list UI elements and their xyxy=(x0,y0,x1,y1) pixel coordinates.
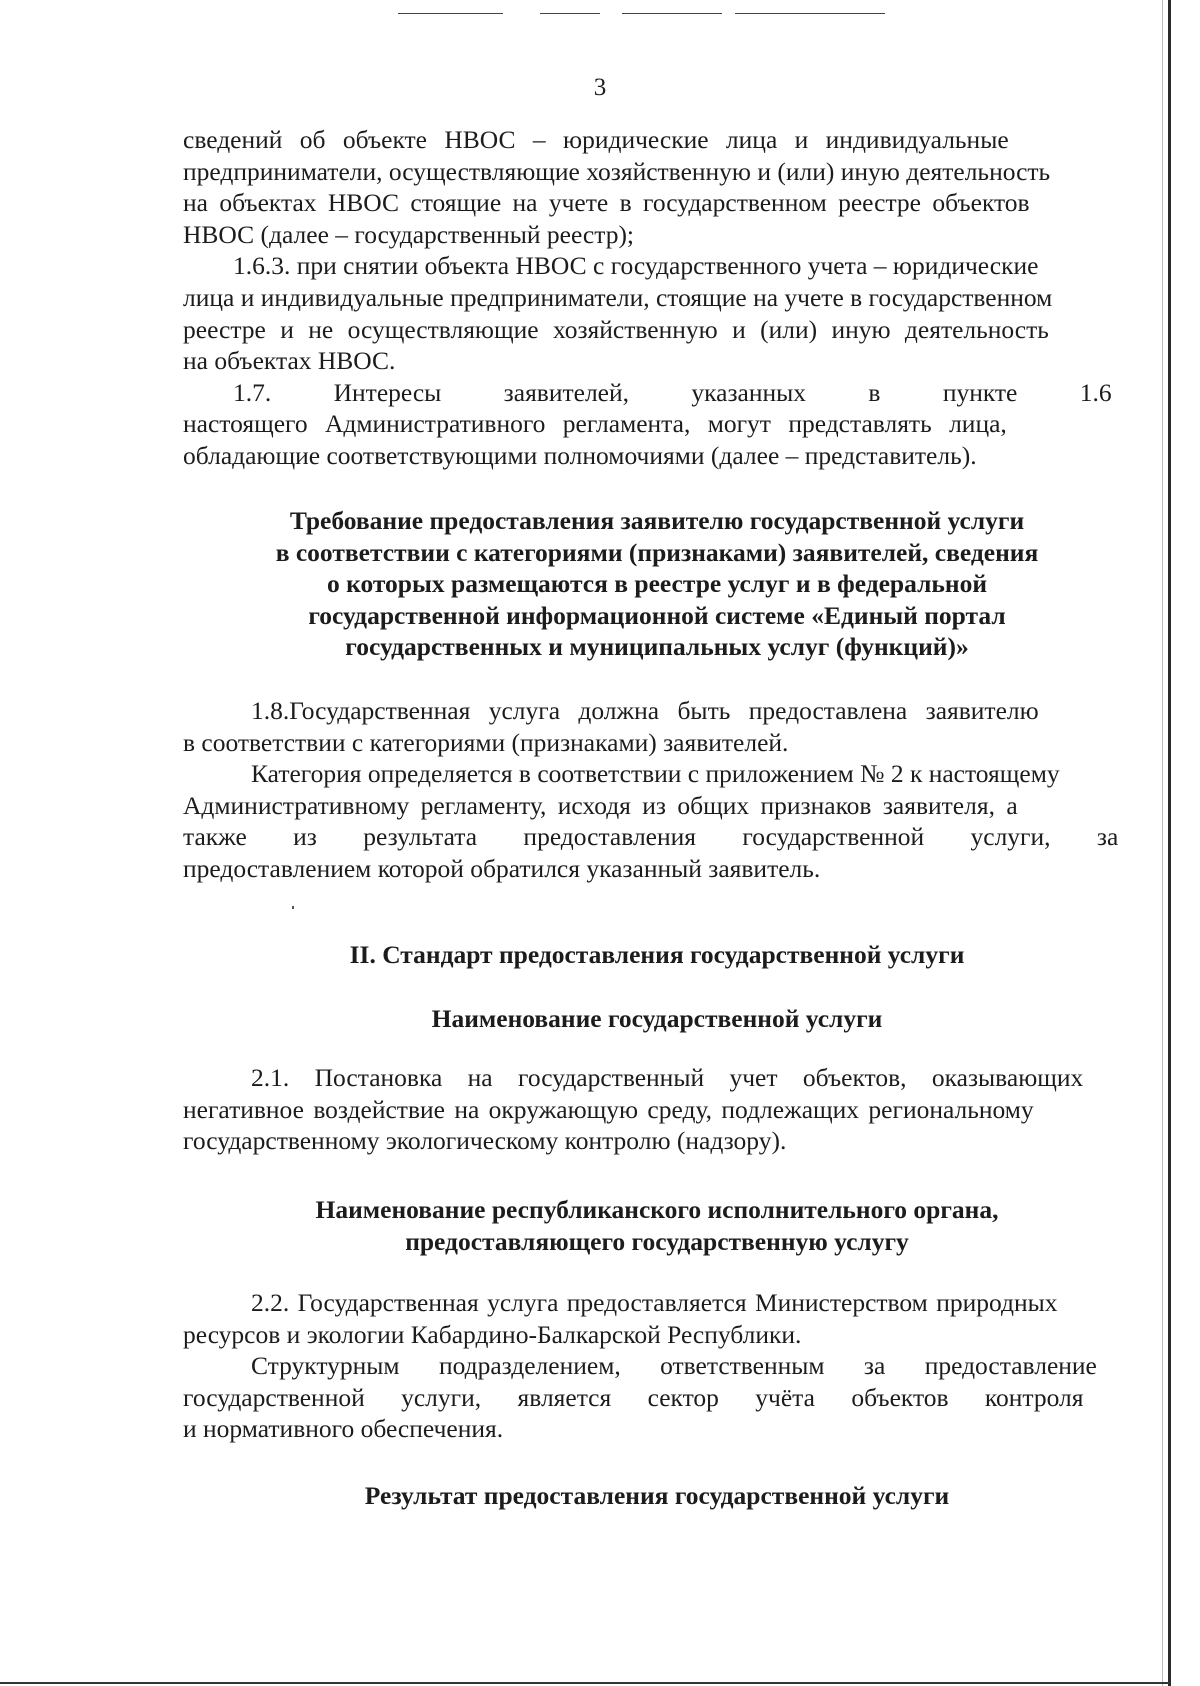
text-line: ресурсов и экологии Кабардино-Балкарской Республики. xyxy=(183,1319,802,1349)
text-line: предприниматели, осуществляющие хозяйственную и (или) иную деятельность xyxy=(183,156,1051,186)
scan-edge xyxy=(1162,0,1163,1686)
text-line: Структурным подразделением, ответственным за предоставление xyxy=(251,1351,1097,1381)
heading-line: Наименование республиканского исполнительного органа, xyxy=(315,1195,999,1224)
heading-line: в соответствии с категориями (признаками) заявителей, сведения xyxy=(275,537,1039,567)
text-line: и нормативного обеспечения. xyxy=(183,1414,504,1444)
heading-line: о которых размещаются в реестре услуг и в федеральной xyxy=(326,569,988,599)
heading-requirement xyxy=(183,505,1131,663)
text-line: на объектах НВОС стоящие на учете в государственном реестре объектов xyxy=(183,188,1030,218)
text-line: 1.8.Государственная услуга должна быть предоставлена заявителю xyxy=(251,696,1039,725)
heading-line: предоставляющего государственную услугу xyxy=(405,1226,909,1256)
text-line: также из результата предоставления государственной услуги, за xyxy=(183,822,1119,852)
paragraph-applicants xyxy=(183,124,1131,472)
heading-line: Результат предоставления государственной услуги xyxy=(364,1481,950,1510)
heading-line: государственных и муниципальных услуг (функций)» xyxy=(345,632,969,662)
heading-line: Наименование государственной услуги xyxy=(431,1004,883,1033)
paragraph-authority xyxy=(183,1287,1131,1445)
text-line: 1.6.3. при снятии объекта НВОС с государственного учета – юридические xyxy=(233,251,1039,281)
text-line: государственной услуги, является сектор учёта объектов контроля xyxy=(183,1382,1084,1412)
text-line: НВОС (далее – государственный реестр); xyxy=(183,219,635,249)
heading-result xyxy=(183,1480,1131,1512)
text-line: Категория определяется в соответствии с приложением № 2 к настоящему xyxy=(251,759,1060,789)
text-line: обладающие соответствующими полномочиями (далее – представитель). xyxy=(183,440,977,470)
text-line: на объектах НВОС. xyxy=(183,346,396,376)
text-line: лица и индивидуальные предприниматели, стоящие на учете в государственном xyxy=(183,282,1053,312)
paragraph-service-name xyxy=(183,1062,1131,1157)
heading-line: Требование предоставления заявителю государственной услуги xyxy=(289,506,1025,535)
text-line: предоставлением которой обратился указанный заявитель. xyxy=(183,853,821,883)
text-line: настоящего Административного регламента, могут представлять лица, xyxy=(183,409,1007,439)
heading-line: II. Стандарт предоставления государственной услуги xyxy=(349,940,965,969)
text-line: 2.1. Постановка на государственный учет объектов, оказывающих xyxy=(251,1063,1084,1092)
scan-artifact-line xyxy=(398,13,503,14)
text-line: негативное воздействие на окружающую среду, подлежащих региональному xyxy=(183,1094,1034,1124)
heading-line: государственной информационной системе «Единый портал xyxy=(308,600,1006,630)
scan-edge xyxy=(1168,0,1171,1686)
text-line: в соответствии с категориями (признаками) заявителей. xyxy=(183,727,789,757)
text-line: сведений об объекте НВОС – юридические лица и индивидуальные xyxy=(183,125,1009,154)
scan-edge xyxy=(0,1682,1170,1684)
text-line: 2.2. Государственная услуга предоставляется Министерством природных xyxy=(251,1288,1058,1317)
text-line: 1.7. Интересы заявителей, указанных в пункте 1.6 xyxy=(233,377,1112,407)
heading-service-name xyxy=(183,1003,1131,1035)
scan-artifact-line xyxy=(622,13,722,14)
page-number: 3 xyxy=(593,74,607,101)
scan-artifact-line xyxy=(540,13,600,14)
text-line: Административному регламенту, исходя из общих признаков заявителя, а xyxy=(183,790,1018,820)
text-line: государственному экологическому контролю (надзору). xyxy=(183,1126,787,1156)
paragraph-category xyxy=(183,695,1131,885)
scan-speck xyxy=(292,906,294,909)
scan-artifact-line xyxy=(735,13,885,14)
text-line: реестре и не осуществляющие хозяйственную и (или) иную деятельность xyxy=(183,314,1049,344)
heading-authority xyxy=(183,1194,1131,1257)
heading-section-2 xyxy=(183,939,1131,971)
